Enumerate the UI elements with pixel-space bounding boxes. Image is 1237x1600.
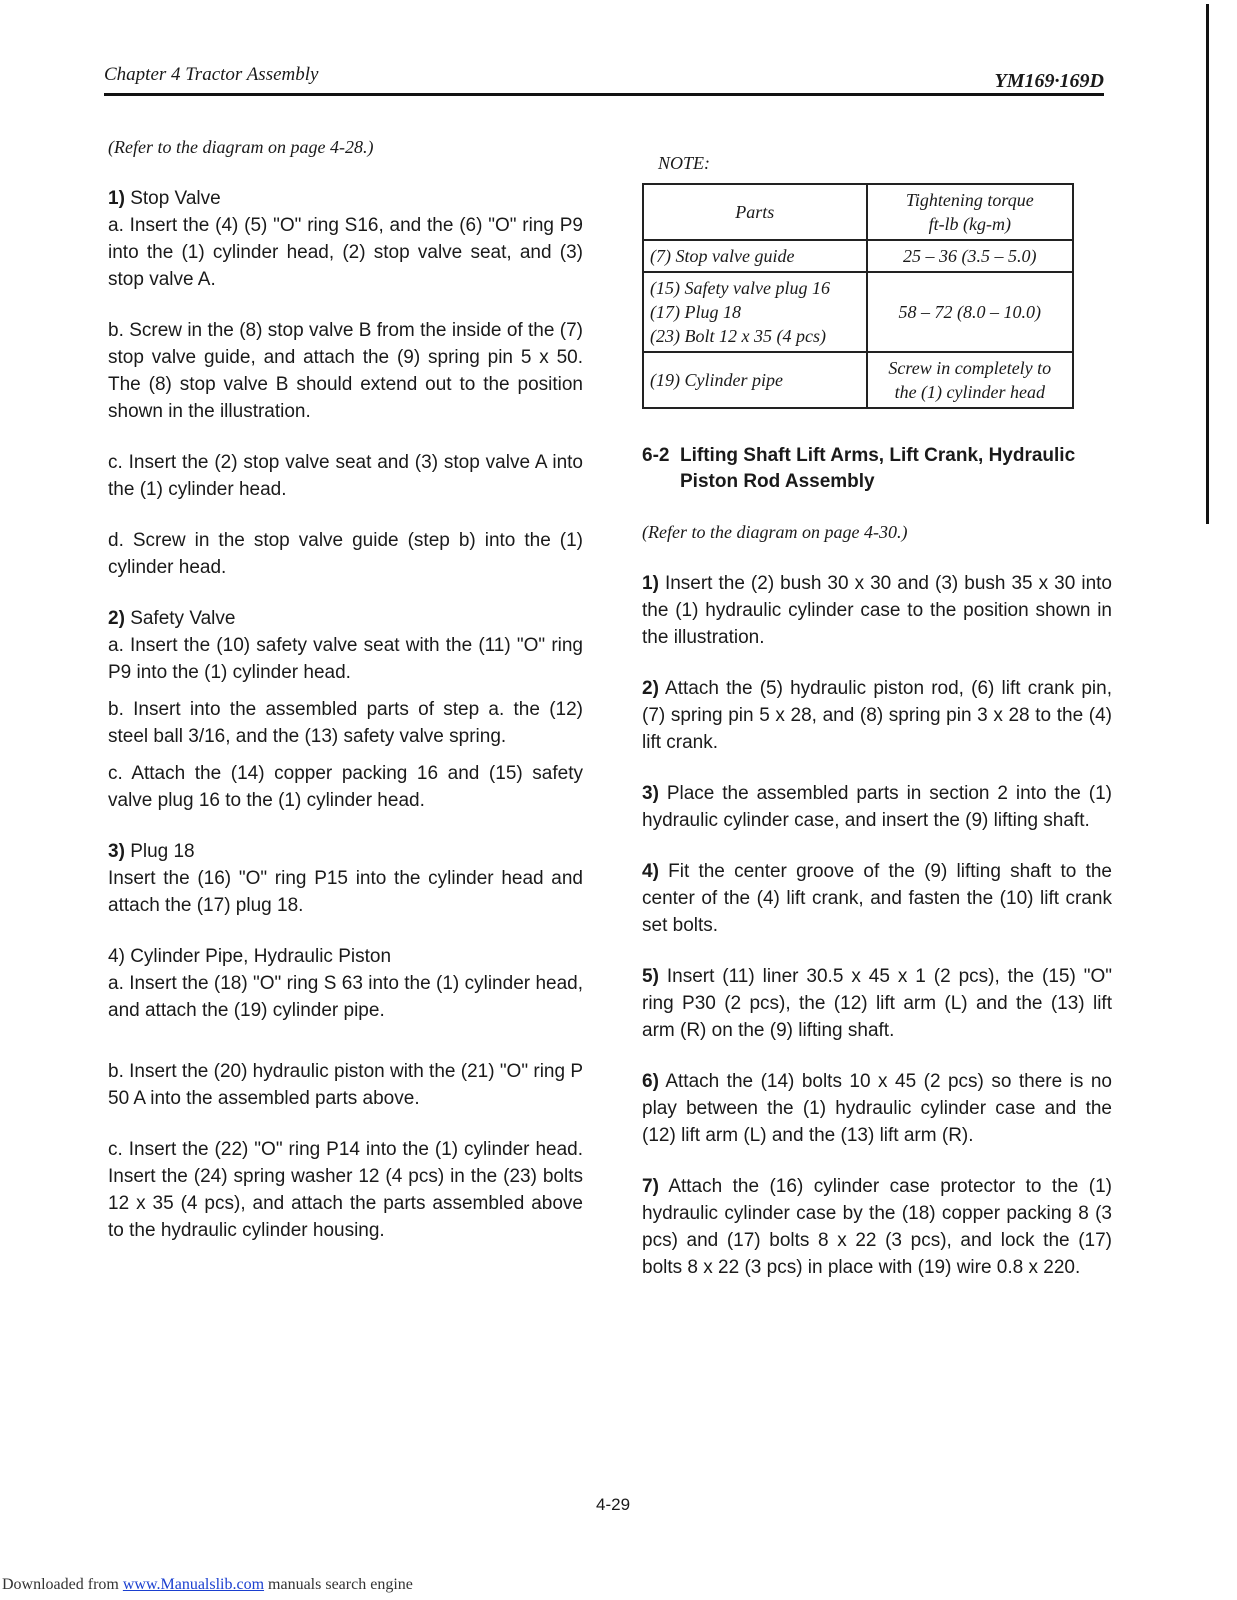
parts-line: (17) Plug 18	[650, 302, 741, 322]
model-header: YM169·169D	[994, 70, 1104, 92]
table-row	[643, 240, 1073, 272]
paragraph: c. Attach the (14) copper packing 16 and (15) safety valve plug 16 to the (1) cylinder head.	[108, 763, 583, 811]
footer-suffix: manuals search engine	[264, 1576, 413, 1593]
step-heading	[108, 185, 583, 212]
step-heading	[108, 838, 583, 865]
step-number: 2)	[642, 678, 659, 699]
paragraph: a. Insert the (10) safety valve seat with the (11) "O" ring P9 into the (1) cylinder head.	[108, 635, 583, 683]
section-number: 6-2	[642, 445, 670, 466]
step-text: Attach the (14) bolts 10 x 45 (2 pcs) so there is no play between the (1) hydraulic cylinder case and the (12) lift arm (L) and the (13) lift arm (R).	[642, 1071, 1112, 1146]
paragraph: c. Insert the (2) stop valve seat and (3) stop valve A into the (1) cylinder head.	[108, 452, 583, 500]
step-number: 1)	[108, 188, 125, 209]
chapter-header: Chapter 4 Tractor Assembly	[104, 64, 319, 85]
step-text: Insert (11) liner 30.5 x 45 x 1 (2 pcs), the (15) "O" ring P30 (2 pcs), the (12) lift arm (L) and the (13) lift arm (R) on the (9) lifting shaft.	[642, 966, 1112, 1041]
step-heading	[108, 605, 583, 632]
torque-cell: 25 – 36 (3.5 – 5.0)	[867, 240, 1073, 272]
paragraph: b. Insert into the assembled parts of step a. the (12) steel ball 3/16, and the (13) safety valve spring.	[108, 699, 583, 747]
paragraph: a. Insert the (18) "O" ring S 63 into the (1) cylinder head, and attach the (19) cylinder pipe.	[108, 973, 583, 1021]
paragraph	[642, 675, 1112, 756]
download-footer	[2, 1576, 413, 1594]
step-text: Insert the (2) bush 30 x 30 and (3) bush 35 x 30 into the (1) hydraulic cylinder case to the position shown in the illustration.	[642, 573, 1112, 648]
parts-line: (23) Bolt 12 x 35 (4 pcs)	[650, 326, 826, 346]
header-rule	[104, 93, 1104, 96]
torque-header-line: Tightening torque	[905, 190, 1034, 210]
torque-column-header	[867, 184, 1073, 240]
paragraph	[642, 1173, 1112, 1281]
paragraph: b. Screw in the (8) stop valve B from the inside of the (7) stop valve guide, and attach the (9) spring pin 5 x 50. The (8) stop valve B should extend out to the position shown in the illustration.	[108, 320, 583, 422]
page-number: 4-29	[596, 1495, 631, 1514]
right-column	[642, 150, 1112, 1281]
section-title: Lifting Shaft Lift Arms, Lift Crank, Hydraulic Piston Rod Assembly	[680, 445, 1076, 492]
paragraph: d. Screw in the stop valve guide (step b) into the (1) cylinder head.	[108, 530, 583, 578]
paragraph: b. Insert the (20) hydraulic piston with the (21) "O" ring P 50 A into the assembled parts above.	[108, 1061, 583, 1109]
paragraph	[642, 858, 1112, 939]
paragraph: a. Insert the (4) (5) "O" ring S16, and the (6) "O" ring P9 into the (1) cylinder head, (2) stop valve seat, and (3) stop valve A.	[108, 215, 583, 290]
torque-line: the (1) cylinder head	[894, 382, 1046, 402]
paragraph	[642, 963, 1112, 1044]
side-rule	[1206, 4, 1209, 524]
torque-cell	[867, 352, 1073, 408]
parts-cell: (19) Cylinder pipe	[643, 352, 867, 408]
parts-cell	[643, 272, 867, 352]
left-column	[108, 134, 583, 1244]
parts-cell: (7) Stop valve guide	[643, 240, 867, 272]
step-number: 2)	[108, 608, 125, 629]
paragraph	[642, 570, 1112, 651]
step-number: 1)	[642, 573, 659, 594]
step-number: 3)	[108, 841, 125, 862]
paragraph: Insert the (16) "O" ring P15 into the cylinder head and attach the (17) plug 18.	[108, 868, 583, 916]
manualslib-link[interactable]: www.Manualslib.com	[122, 1576, 265, 1593]
step-text: Fit the center groove of the (9) lifting shaft to the center of the (4) lift crank, and fasten the (10) lift crank set bolts.	[642, 861, 1112, 936]
table-row	[643, 272, 1073, 352]
paragraph	[642, 780, 1112, 834]
step-text: Place the assembled parts in section 2 into the (1) hydraulic cylinder case, and insert the (9) lifting shaft.	[642, 783, 1112, 831]
step-number: 7)	[642, 1176, 659, 1197]
step-number: 4)	[108, 946, 125, 967]
section-heading	[642, 443, 1112, 495]
step-number: 4)	[642, 861, 659, 882]
paragraph	[642, 1068, 1112, 1149]
step-title: Safety Valve	[130, 608, 236, 629]
diagram-reference: (Refer to the diagram on page 4-28.)	[108, 137, 374, 157]
paragraph: c. Insert the (22) "O" ring P14 into the (1) cylinder head. Insert the (24) spring washer 12 (4 pcs) in the (23) bolts 12 x 35 (4 pcs), and attach the parts assembled above to the hydraulic cylinder housing.	[108, 1139, 583, 1241]
torque-table	[642, 183, 1074, 409]
table-row	[643, 352, 1073, 408]
step-title: Stop Valve	[130, 188, 221, 209]
step-number: 3)	[642, 783, 659, 804]
torque-line: Screw in completely to	[888, 358, 1052, 378]
table-header-row	[643, 184, 1073, 240]
step-number: 6)	[642, 1071, 659, 1092]
note-label: NOTE:	[658, 153, 711, 173]
diagram-reference: (Refer to the diagram on page 4-30.)	[642, 522, 908, 542]
step-title: Plug 18	[130, 841, 195, 862]
torque-cell: 58 – 72 (8.0 – 10.0)	[867, 272, 1073, 352]
parts-line: (15) Safety valve plug 16	[650, 278, 830, 298]
torque-header-unit: ft-lb (kg-m)	[928, 214, 1012, 234]
step-title: Cylinder Pipe, Hydraulic Piston	[130, 946, 392, 967]
parts-column-header: Parts	[643, 184, 867, 240]
footer-prefix: Downloaded from	[2, 1576, 123, 1593]
step-number: 5)	[642, 966, 659, 987]
step-text: Attach the (16) cylinder case protector to the (1) hydraulic cylinder case by the (18) copper packing 8 (3 pcs) and (17) bolts 8 x 22 (3 pcs), and lock the (17) bolts 8 x 22 (3 pcs) in place with (19) wire 0.8 x 220.	[642, 1176, 1113, 1278]
step-heading	[108, 943, 583, 970]
step-text: Attach the (5) hydraulic piston rod, (6) lift crank pin, (7) spring pin 5 x 28, and (8) spring pin 3 x 28 to the (4) lift crank.	[642, 678, 1112, 753]
